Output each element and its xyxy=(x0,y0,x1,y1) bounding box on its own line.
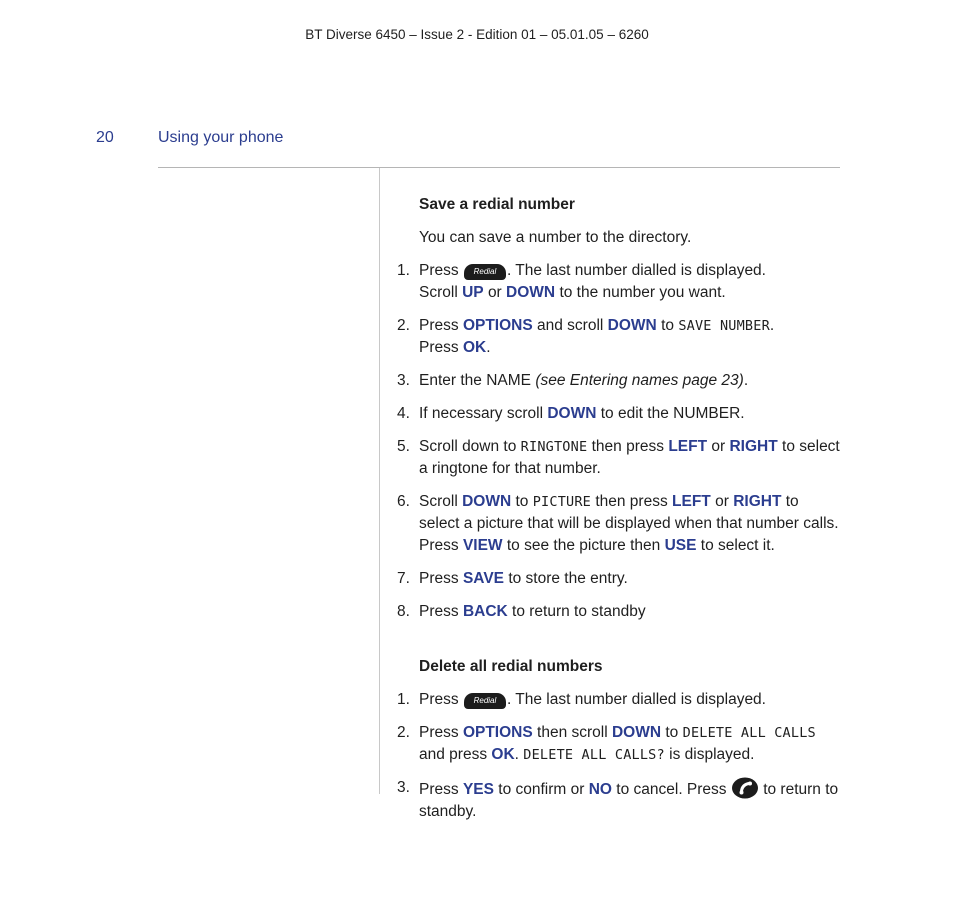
list-item xyxy=(397,370,842,392)
list-item xyxy=(397,315,842,359)
list-item xyxy=(397,260,842,304)
list-item xyxy=(397,601,842,623)
keyword-save: SAVE xyxy=(462,570,504,587)
keyword-back: BACK xyxy=(462,603,508,620)
step-text xyxy=(419,689,842,711)
display-text: DELETE ALL CALLS xyxy=(682,725,816,741)
keyword-options: OPTIONS xyxy=(462,724,533,741)
text: Scroll xyxy=(419,284,458,301)
text: to confirm or xyxy=(498,781,585,798)
section-label: Using your phone xyxy=(158,129,284,146)
step-number: 2. xyxy=(397,724,410,741)
step-number: 3. xyxy=(397,372,410,389)
text: Press xyxy=(419,262,459,279)
text: to cancel. Press xyxy=(616,781,727,798)
step-text xyxy=(419,315,842,359)
list-item xyxy=(397,403,842,425)
delete-redial-steps xyxy=(397,689,842,823)
text: Scroll down to xyxy=(419,438,517,455)
text: or xyxy=(711,438,726,455)
delete-redial-heading: Delete all redial numbers xyxy=(419,658,603,675)
section-spacer xyxy=(397,634,842,656)
step-number: 6. xyxy=(397,493,410,510)
text: to select a ringtone for that number. xyxy=(419,438,840,477)
text: to see the picture then xyxy=(506,537,661,554)
text: then press xyxy=(595,493,668,510)
keyword-down: DOWN xyxy=(607,317,657,334)
text: Scroll xyxy=(419,493,458,510)
keyword-up: UP xyxy=(462,284,484,301)
keyword-left: LEFT xyxy=(672,493,711,510)
step-number: 5. xyxy=(397,438,410,455)
list-item xyxy=(397,491,842,557)
document-header: BT Diverse 6450 – Issue 2 - Edition 01 – 05.01.05 – 6260 xyxy=(305,27,649,42)
step-number: 1. xyxy=(397,262,410,279)
step-text xyxy=(419,403,842,425)
step-number: 4. xyxy=(397,405,410,422)
text: to xyxy=(665,724,679,741)
list-item xyxy=(397,568,842,590)
save-redial-steps xyxy=(397,260,842,623)
keyword-right: RIGHT xyxy=(729,438,778,455)
text: is displayed. xyxy=(669,746,755,763)
step-number: 1. xyxy=(397,691,410,708)
text: Press xyxy=(419,603,459,620)
text: . xyxy=(486,339,491,356)
text: to store the entry. xyxy=(508,570,628,587)
keyword-use: USE xyxy=(664,537,697,554)
step-text xyxy=(419,436,842,480)
text: to xyxy=(661,317,674,334)
step-text xyxy=(419,601,842,623)
text: to select a picture that will be displayed when that number calls. Press xyxy=(419,493,839,554)
keyword-view: VIEW xyxy=(462,537,503,554)
step-text xyxy=(419,722,842,766)
text: Enter the NAME xyxy=(419,372,531,389)
text: or xyxy=(487,284,502,301)
step-text xyxy=(419,370,842,392)
page-reference: (see Entering names page 23) xyxy=(535,372,744,389)
text: or xyxy=(715,493,729,510)
display-text: PICTURE xyxy=(532,494,592,510)
page-number: 20 xyxy=(96,129,114,146)
text: to select it. xyxy=(700,537,775,554)
step-text xyxy=(419,260,842,304)
step-text xyxy=(419,568,842,590)
save-redial-heading: Save a redial number xyxy=(419,196,575,213)
redial-key-icon: Redial xyxy=(464,693,506,709)
display-text: RINGTONE xyxy=(520,439,588,455)
keyword-left: LEFT xyxy=(668,438,708,455)
text: Press xyxy=(419,691,459,708)
step-number: 8. xyxy=(397,603,410,620)
keyword-no: NO xyxy=(588,781,612,798)
header-rule xyxy=(158,167,840,168)
column-rule xyxy=(379,168,380,794)
content-column xyxy=(397,194,842,834)
step-number: 3. xyxy=(397,779,410,796)
text: to xyxy=(515,493,529,510)
list-item xyxy=(397,777,842,823)
text: and scroll xyxy=(537,317,604,334)
text: to return to standby xyxy=(512,603,646,620)
list-item xyxy=(397,436,842,480)
step-text xyxy=(419,777,842,823)
keyword-ok: OK xyxy=(491,746,515,763)
display-text: SAVE NUMBER xyxy=(678,318,770,334)
end-call-icon xyxy=(731,777,759,799)
text: then scroll xyxy=(537,724,608,741)
text: . The last number dialled is displayed. xyxy=(506,691,766,708)
keyword-down: DOWN xyxy=(547,405,597,422)
text: Press xyxy=(419,724,459,741)
keyword-down: DOWN xyxy=(506,284,556,301)
text: Press xyxy=(419,781,459,798)
text: . xyxy=(743,372,749,389)
text: to edit the NUMBER. xyxy=(600,405,745,422)
text: then press xyxy=(591,438,664,455)
keyword-right: RIGHT xyxy=(733,493,782,510)
text: . The last number dialled is displayed. xyxy=(506,262,766,279)
text: Press xyxy=(419,570,459,587)
list-item xyxy=(397,722,842,766)
text: Press xyxy=(419,339,459,356)
keyword-down: DOWN xyxy=(611,724,662,741)
text: and press xyxy=(419,746,488,763)
keyword-down: DOWN xyxy=(462,493,512,510)
list-item xyxy=(397,689,842,711)
step-number: 7. xyxy=(397,570,410,587)
text: Press xyxy=(419,317,459,334)
text: to the number you want. xyxy=(559,284,726,301)
text: to return to standby. xyxy=(419,781,839,820)
text: . xyxy=(514,746,519,763)
text: If necessary scroll xyxy=(419,405,544,422)
redial-key-icon: Redial xyxy=(464,264,506,280)
save-redial-intro: You can save a number to the directory. xyxy=(419,229,692,246)
keyword-options: OPTIONS xyxy=(462,317,533,334)
step-text xyxy=(419,491,842,557)
keyword-yes: YES xyxy=(462,781,494,798)
display-text: DELETE ALL CALLS? xyxy=(523,747,665,763)
step-number: 2. xyxy=(397,317,410,334)
text: . xyxy=(769,317,775,334)
keyword-ok: OK xyxy=(462,339,487,356)
